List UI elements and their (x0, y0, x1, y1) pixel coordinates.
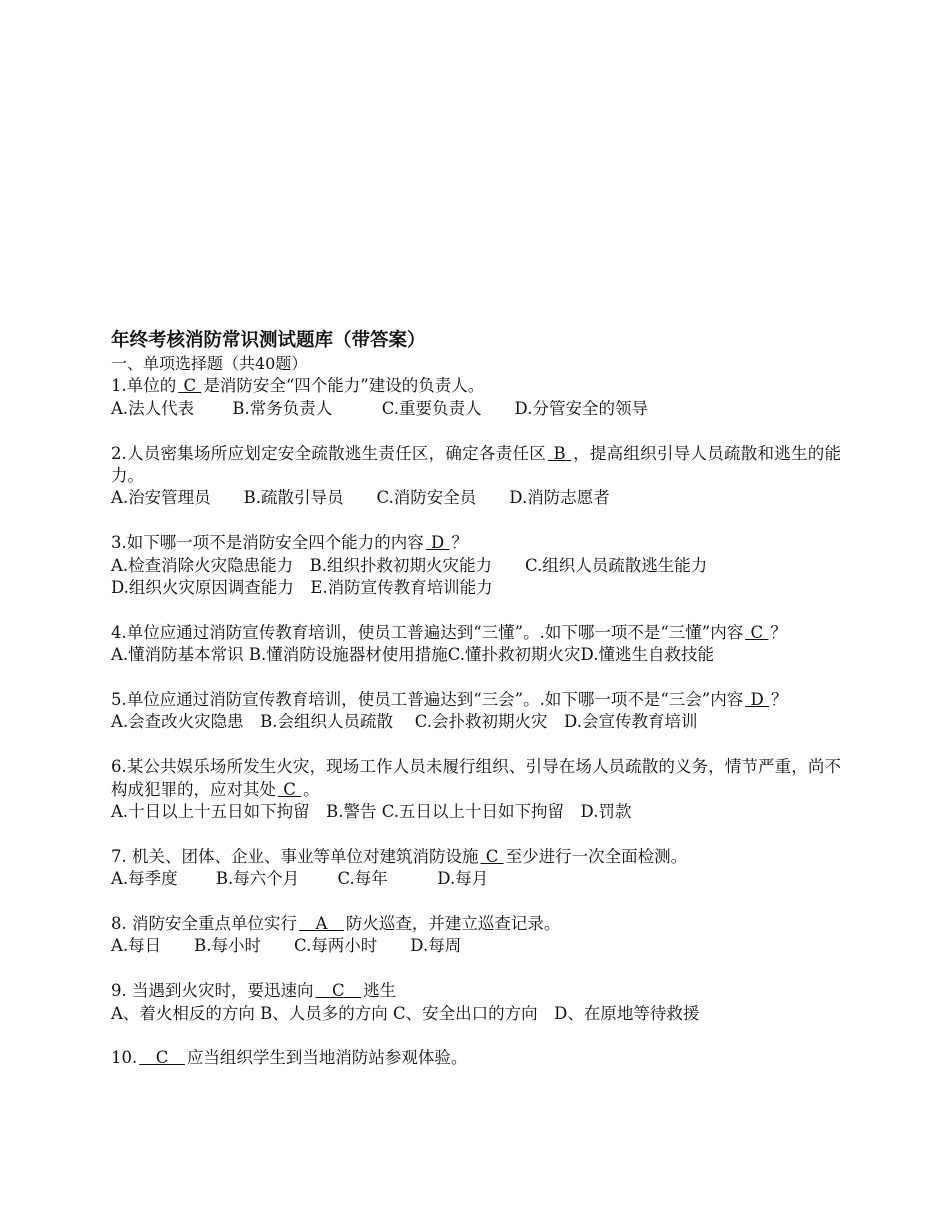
question-item (111, 913, 841, 958)
question-stem (111, 622, 841, 644)
question-text-before: 5.单位应通过消防宣传教育培训，使员工普遍达到“三会”。.如下哪一项不是“三会”内容 (111, 690, 744, 710)
answer-blank: C (278, 779, 302, 799)
question-text-after: 。 (303, 779, 320, 799)
question-item (111, 1047, 841, 1069)
answer-blank: C (745, 622, 769, 642)
answer-blank: C (315, 981, 362, 1001)
question-text-before: 6.某公共娱乐场所发生火灾，现场工作人员未履行组织、引导在场人员疏散的义务，情节严重，尚不构成犯罪的，应对其处 (111, 757, 841, 799)
options-line: A.十日以上十五日如下拘留 B.警告 C.五日以上十日如下拘留 D.罚款 (111, 802, 632, 822)
question-text-after: ？ (770, 690, 788, 710)
options-line: A.每日 B.每小时 C.每两小时 D.每周 (111, 936, 462, 956)
options-line: A.每季度 B.每六个月 C.每年 D.每月 (111, 869, 489, 889)
question-item (111, 689, 841, 734)
question-text-after: 至少进行一次全面检测。 (505, 846, 688, 866)
question-text-before: 3.如下哪一项不是消防安全四个能力的内容 (111, 533, 424, 553)
options-line: D.组织火灾原因调查能力 E.消防宣传教育培训能力 (111, 578, 493, 598)
options-line: A.懂消防基本常识 B.懂消防设施器材使用措施C.懂扑救初期火灾D.懂逃生自救技能 (111, 645, 714, 665)
options-line: A、着火相反的方向 B、人员多的方向 C、安全出口的方向 D、在原地等待救援 (111, 1003, 700, 1023)
question-item (111, 756, 841, 823)
section-heading: 一、单项选择题（共40题） (111, 354, 308, 373)
question-text-after: ？ (451, 533, 468, 553)
question-text-after: 应当组织学生到当地消防站参观体验。 (186, 1048, 468, 1068)
question-stem (111, 443, 841, 488)
question-item (111, 375, 841, 420)
answer-blank: C (139, 1048, 185, 1068)
question-text-after: ？ (770, 622, 787, 642)
question-item (111, 980, 841, 1025)
question-text-after: ，提高组织引导人员疏散和逃生的能力。 (111, 443, 842, 486)
question-text-before: 9. 当遇到火灾时，要迅速向 (111, 981, 314, 1001)
question-text-before: 1.单位的 (111, 376, 177, 396)
document-page (111, 329, 841, 1092)
question-stem (111, 375, 841, 397)
question-stem (111, 1047, 841, 1069)
answer-blank: A (299, 914, 344, 934)
options-line: A.检查消除火灾隐患能力 B.组织扑救初期火灾能力 C.组织人员疏散逃生能力 (111, 555, 708, 575)
question-stem (111, 756, 841, 801)
question-stem (111, 980, 841, 1002)
question-text-before: 8. 消防安全重点单位实行 (111, 914, 297, 934)
question-item (111, 443, 841, 510)
answer-blank: D (425, 533, 450, 553)
question-text-after: 防火巡查，并建立巡查记录。 (345, 914, 561, 934)
question-text-before: 7. 机关、团体、企业、事业等单位对建筑消防设施 (111, 846, 479, 866)
question-item (111, 622, 841, 667)
options-line: A.会查改火灾隐患 B.会组织人员疏散 C.会扑救初期火灾 D.会宣传教育培训 (111, 712, 698, 732)
question-item (111, 532, 841, 599)
options-line: A.法人代表 B.常务负责人 C.重要负责人 D.分管安全的领导 (111, 398, 648, 418)
question-stem (111, 846, 841, 868)
question-stem (111, 913, 841, 935)
question-text-before: 4.单位应通过消防宣传教育培训，使员工普遍达到“三懂”。.如下哪一项不是“三懂”内容 (111, 622, 744, 642)
question-text-before: 2.人员密集场所应划定安全疏散逃生责任区，确定各责任区 (111, 443, 546, 463)
question-text-after: 是消防安全“四个能力”建设的负责人。 (203, 376, 485, 396)
question-text-before: 10. (111, 1048, 138, 1068)
question-text-after: 逃生 (363, 981, 397, 1001)
answer-blank: B (547, 443, 572, 463)
question-list (111, 375, 841, 1069)
question-stem (111, 689, 841, 711)
answer-blank: C (480, 846, 504, 866)
answer-blank: D (745, 690, 769, 710)
question-stem (111, 532, 841, 554)
answer-blank: C (178, 376, 202, 396)
options-line: A.治安管理员 B.疏散引导员 C.消防安全员 D.消防志愿者 (111, 488, 610, 508)
question-item (111, 846, 841, 891)
document-title: 年终考核消防常识测试题库（带答案） (111, 330, 426, 351)
